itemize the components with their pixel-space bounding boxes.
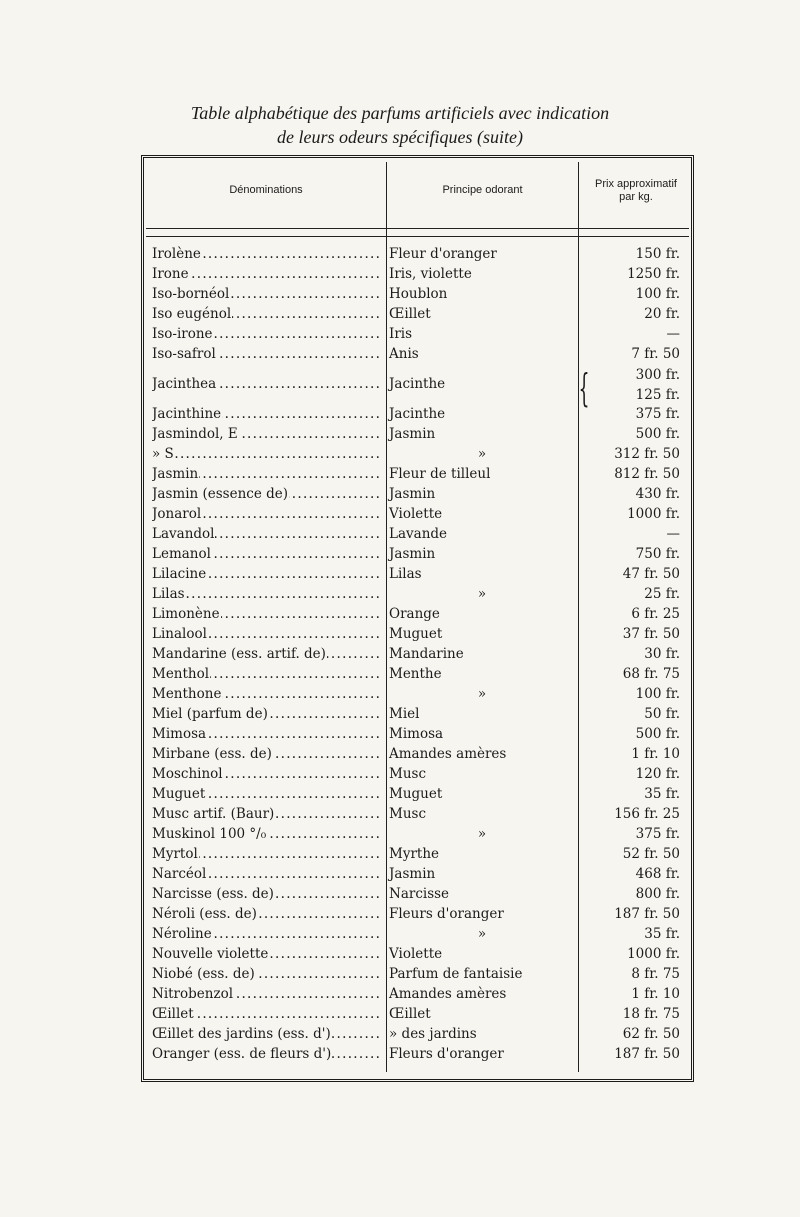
denomination-text: Muskinol 100 °/₀ — [152, 826, 267, 842]
denomination-text: Muguet — [152, 786, 206, 802]
denomination-cell — [152, 744, 382, 764]
price-cell-secondary: 125 fr. — [635, 387, 680, 403]
denomination-cell — [152, 644, 382, 664]
denomination-cell — [152, 904, 382, 924]
denomination-cell — [152, 424, 382, 444]
price-cell: 156 fr. 25 — [614, 806, 680, 822]
denomination-cell — [152, 1044, 382, 1064]
table-row — [0, 644, 800, 664]
denomination-text: Jasmindol, E — [152, 426, 238, 442]
denomination-cell — [152, 704, 382, 724]
odor-cell: Jacinthe — [389, 376, 446, 392]
table-row — [0, 904, 800, 924]
header-divider — [146, 236, 689, 237]
denomination-text: Œillet — [152, 1006, 194, 1022]
denomination-text: Lemanol — [152, 546, 211, 562]
table-row — [0, 1024, 800, 1044]
price-cell: 187 fr. 50 — [614, 906, 680, 922]
denomination-text: Mirbane (ess. de) — [152, 746, 272, 762]
table-row — [0, 484, 800, 504]
price-cell: 37 fr. 50 — [622, 626, 680, 642]
price-cell: 1 fr. 10 — [631, 986, 680, 1002]
denomination-text: Iso-safrol — [152, 346, 216, 362]
denomination-cell — [152, 604, 382, 624]
price-cell: 100 fr. — [635, 686, 680, 702]
price-cell: 50 fr. — [644, 706, 680, 722]
odor-cell: Fleur de tilleul — [389, 466, 491, 482]
denomination-text: » S — [152, 446, 174, 462]
table-row — [0, 964, 800, 984]
odor-cell: » des jardins — [389, 1026, 477, 1042]
denomination-cell — [152, 344, 382, 364]
table-row — [0, 664, 800, 684]
denomination-text: Jasmin (essence de) — [152, 486, 289, 502]
header-principe-odorant: Principe odorant — [442, 184, 523, 196]
price-cell: 7 fr. 50 — [631, 346, 680, 362]
table-row — [0, 324, 800, 344]
price-cell: 18 fr. 75 — [622, 1006, 680, 1022]
odor-cell: Parfum de fantaisie — [389, 966, 523, 982]
denomination-text: Niobé (ess. de) — [152, 966, 255, 982]
odor-cell: Fleurs d'oranger — [389, 1046, 504, 1062]
odor-cell: Amandes amères — [389, 986, 507, 1002]
denomination-cell — [152, 304, 382, 324]
brace-mark: { — [578, 366, 590, 410]
denomination-text: Myrtol — [152, 846, 198, 862]
price-cell: 20 fr. — [644, 306, 680, 322]
denomination-cell — [152, 844, 382, 864]
denomination-cell — [152, 664, 382, 684]
odor-cell: » — [477, 826, 487, 842]
odor-cell: Jasmin — [389, 866, 436, 882]
odor-cell: Iris — [389, 326, 413, 342]
odor-cell: Violette — [389, 506, 443, 522]
denomination-text: Jonarol — [152, 506, 202, 522]
denomination-text: Œillet des jardins (ess. d') — [152, 1026, 331, 1042]
table-row — [0, 784, 800, 804]
denomination-cell — [152, 464, 382, 484]
denomination-text: Iso eugénol — [152, 306, 232, 322]
table-row — [0, 824, 800, 844]
denomination-cell — [152, 1024, 382, 1044]
denomination-cell — [152, 404, 382, 424]
denomination-text: Narcisse (ess. de) — [152, 886, 274, 902]
price-cell: 430 fr. — [635, 486, 680, 502]
table-row — [0, 584, 800, 604]
price-cell: 47 fr. 50 — [622, 566, 680, 582]
table-row — [0, 844, 800, 864]
odor-cell: Orange — [389, 606, 440, 622]
table-row — [0, 444, 800, 464]
table-row — [0, 564, 800, 584]
price-cell: 30 fr. — [644, 646, 680, 662]
odor-cell: Iris, violette — [389, 266, 472, 282]
table-row — [0, 704, 800, 724]
price-cell: 150 fr. — [635, 246, 680, 262]
odor-cell: » — [477, 446, 487, 462]
table-row — [0, 924, 800, 944]
price-cell: — — [666, 526, 680, 542]
table-title-line-2: de leurs odeurs spécifiques (suite) — [277, 127, 523, 147]
odor-cell: Muguet — [389, 786, 443, 802]
table-row — [0, 744, 800, 764]
denomination-text: Jacinthine — [152, 406, 222, 422]
table-row — [0, 684, 800, 704]
price-cell: 6 fr. 25 — [631, 606, 680, 622]
odor-cell: Violette — [389, 946, 443, 962]
price-cell: 1000 fr. — [627, 946, 680, 962]
table-row — [0, 764, 800, 784]
denomination-text: Mandarine (ess. artif. de) — [152, 646, 326, 662]
price-cell: 25 fr. — [644, 586, 680, 602]
price-cell: 1250 fr. — [627, 266, 680, 282]
odor-cell: Narcisse — [389, 886, 450, 902]
odor-cell: Jasmin — [389, 486, 436, 502]
odor-cell: Lavande — [389, 526, 448, 542]
odor-cell: Lilas — [389, 566, 422, 582]
table-row — [0, 367, 800, 403]
denomination-text: Narcéol — [152, 866, 207, 882]
denomination-cell — [152, 284, 382, 304]
table-row — [0, 244, 800, 264]
denomination-text: Menthone — [152, 686, 222, 702]
odor-cell: » — [477, 586, 487, 602]
odor-cell: Miel — [389, 706, 420, 722]
denomination-text: Nouvelle violette — [152, 946, 269, 962]
denomination-text: Iso-irone — [152, 326, 213, 342]
odor-cell: Jasmin — [389, 426, 436, 442]
table-row — [0, 804, 800, 824]
price-cell: 500 fr. — [635, 726, 680, 742]
price-cell: 812 fr. 50 — [614, 466, 680, 482]
denomination-cell — [152, 924, 382, 944]
odor-cell: Jacinthe — [389, 406, 446, 422]
price-cell: — — [666, 326, 680, 342]
price-cell: 100 fr. — [635, 286, 680, 302]
header-prix-line-1: Prix approximatif — [595, 178, 677, 190]
table-row — [0, 504, 800, 524]
odor-cell: Musc — [389, 806, 427, 822]
table-title-line-1: Table alphabétique des parfums artificiels avec indication — [190, 103, 610, 123]
denomination-cell — [152, 1004, 382, 1024]
table-row — [0, 1044, 800, 1064]
odor-cell: Myrthe — [389, 846, 440, 862]
denomination-cell — [152, 784, 382, 804]
odor-cell: Mimosa — [389, 726, 444, 742]
price-cell: 375 fr. — [635, 826, 680, 842]
odor-cell: Jasmin — [389, 546, 436, 562]
denomination-cell — [152, 964, 382, 984]
price-cell: 35 fr. — [644, 926, 680, 942]
denomination-cell — [152, 504, 382, 524]
price-cell: 1 fr. 10 — [631, 746, 680, 762]
table-row — [0, 264, 800, 284]
odor-cell: » — [477, 686, 487, 702]
denomination-cell — [152, 984, 382, 1004]
denomination-cell — [152, 444, 382, 464]
price-cell: 62 fr. 50 — [622, 1026, 680, 1042]
price-cell: 468 fr. — [635, 866, 680, 882]
denomination-text: Nitrobenzol — [152, 986, 234, 1002]
table-row — [0, 1004, 800, 1024]
table-row — [0, 284, 800, 304]
price-cell: 35 fr. — [644, 786, 680, 802]
denomination-cell — [152, 724, 382, 744]
denomination-cell — [152, 864, 382, 884]
denomination-text: Moschinol — [152, 766, 223, 782]
denomination-text: Menthol — [152, 666, 210, 682]
header-divider — [146, 228, 689, 229]
price-cell: 500 fr. — [635, 426, 680, 442]
denomination-text: Miel (parfum de) — [152, 706, 268, 722]
table-row — [0, 544, 800, 564]
denomination-cell — [152, 944, 382, 964]
denomination-text: Lilacine — [152, 566, 207, 582]
denomination-text: Irone — [152, 266, 189, 282]
price-cell: 120 fr. — [635, 766, 680, 782]
denomination-cell — [152, 824, 382, 844]
table-row — [0, 984, 800, 1004]
table-row — [0, 944, 800, 964]
odor-cell: » — [477, 926, 487, 942]
denomination-cell — [152, 764, 382, 784]
table-row — [0, 604, 800, 624]
denomination-cell — [152, 584, 382, 604]
header-denominations: Dénominations — [229, 184, 303, 196]
price-cell: 1000 fr. — [627, 506, 680, 522]
table-row — [0, 624, 800, 644]
denomination-cell — [152, 264, 382, 284]
odor-cell: Amandes amères — [389, 746, 507, 762]
table-row — [0, 404, 800, 424]
denomination-cell — [152, 484, 382, 504]
odor-cell: Anis — [389, 346, 419, 362]
denomination-text: Jacinthea — [152, 376, 217, 392]
denomination-text: Lavandol — [152, 526, 215, 542]
denomination-text: Jasmin — [152, 466, 199, 482]
header-prix-line-2: par kg. — [619, 191, 653, 203]
price-cell: 8 fr. 75 — [631, 966, 680, 982]
denomination-cell — [152, 564, 382, 584]
price-cell: 750 fr. — [635, 546, 680, 562]
denomination-cell — [152, 524, 382, 544]
table-row — [0, 304, 800, 324]
odor-cell: Œillet — [389, 1006, 431, 1022]
denomination-text: Irolène — [152, 246, 201, 262]
denomination-text: Mimosa — [152, 726, 207, 742]
price-cell: 68 fr. 75 — [622, 666, 680, 682]
odor-cell: Menthe — [389, 666, 442, 682]
denomination-cell — [152, 684, 382, 704]
header-prix — [580, 178, 692, 204]
odor-cell: Musc — [389, 766, 427, 782]
odor-cell: Fleur d'oranger — [389, 246, 497, 262]
odor-cell: Houblon — [389, 286, 448, 302]
price-cell: 375 fr. — [635, 406, 680, 422]
denomination-cell — [152, 244, 382, 264]
denomination-cell — [152, 544, 382, 564]
denomination-cell — [152, 324, 382, 344]
denomination-text: Lilas — [152, 586, 185, 602]
denomination-text: Limonène — [152, 606, 220, 622]
denomination-text: Néroli (ess. de) — [152, 906, 257, 922]
odor-cell: Œillet — [389, 306, 431, 322]
price-cell: 800 fr. — [635, 886, 680, 902]
odor-cell: Fleurs d'oranger — [389, 906, 504, 922]
price-cell: 187 fr. 50 — [614, 1046, 680, 1062]
odor-cell: Mandarine — [389, 646, 464, 662]
price-cell: 312 fr. 50 — [614, 446, 680, 462]
denomination-text: Néroline — [152, 926, 212, 942]
table-row — [0, 464, 800, 484]
denomination-cell — [152, 884, 382, 904]
table-row — [0, 884, 800, 904]
denomination-text: Linalool — [152, 626, 207, 642]
price-cell: 52 fr. 50 — [622, 846, 680, 862]
denomination-text: Oranger (ess. de fleurs d') — [152, 1046, 332, 1062]
denomination-cell — [152, 624, 382, 644]
table-row — [0, 724, 800, 744]
table-row — [0, 344, 800, 364]
denomination-cell — [152, 804, 382, 824]
table-row — [0, 524, 800, 544]
table-row — [0, 424, 800, 444]
denomination-cell — [152, 374, 382, 394]
denomination-text: Musc artif. (Baur) — [152, 806, 275, 822]
price-cell: 300 fr. — [635, 367, 680, 383]
table-row — [0, 864, 800, 884]
denomination-text: Iso-bornéol — [152, 286, 230, 302]
odor-cell: Muguet — [389, 626, 443, 642]
